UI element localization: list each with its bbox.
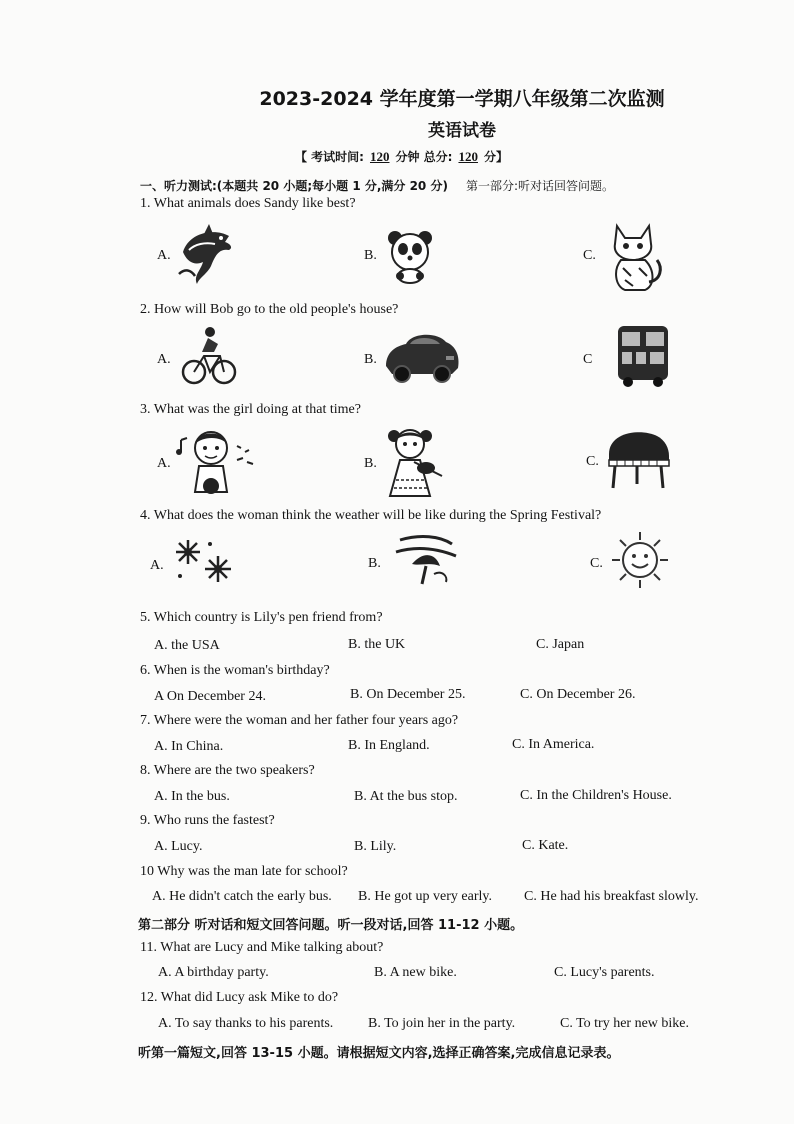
question-8-option-c: C. In the Children's House. (520, 788, 672, 803)
exam-meta (295, 148, 508, 165)
question-9-option-b: B. Lily. (354, 839, 397, 854)
question-9: 9. Who runs the fastest? (140, 813, 275, 828)
question-8-option-a: A. In the bus. (154, 789, 230, 804)
question-5-option-c: C. Japan (536, 637, 585, 652)
exam-title: 2023-2024 学年度第一学期八年级第二次监测 (259, 88, 665, 110)
question-10-option-c: C. He had his breakfast slowly. (524, 889, 699, 904)
question-6-option-c: C. On December 26. (520, 687, 636, 702)
part-2-instruction: 第二部分 听对话和短文回答问题。听一段对话,回答 11-12 小题。 (138, 918, 524, 933)
section-1-heading (140, 177, 614, 194)
score-value: 120 (458, 149, 478, 164)
question-7: 7. Where were the woman and her father four years ago? (140, 713, 459, 728)
question-7-option-c: C. In America. (512, 737, 595, 752)
question-10-option-b: B. He got up very early. (358, 889, 492, 904)
question-5-option-b: B. the UK (348, 637, 406, 652)
time-value: 120 (369, 149, 390, 164)
girl-violin-icon (382, 424, 446, 500)
question-12: 12. What did Lucy ask Mike to do? (140, 990, 339, 1005)
question-5-option-a: A. the USA (154, 638, 220, 653)
time-unit: 分钟 总分: (395, 150, 453, 164)
panda-icon (385, 228, 435, 284)
question-4: 4. What does the woman think the weather will be like during the Spring Festival? (140, 508, 602, 523)
question-8: 8. Where are the two speakers? (140, 763, 315, 778)
piano-icon (605, 426, 673, 490)
question-3: 3. What was the girl doing at that time? (140, 402, 361, 417)
section-1-title: 一、听力测试:(本题共 20 小题;每小题 1 分,满分 20 分) (140, 179, 448, 193)
bus-icon (614, 322, 672, 388)
question-11-option-a: A. A birthday party. (158, 965, 269, 980)
question-9-option-c: C. Kate. (522, 838, 569, 853)
sun-icon (608, 530, 672, 590)
exam-subtitle: 英语试卷 (428, 121, 496, 141)
option-label: B. (364, 456, 377, 471)
question-9-option-a: A. Lucy. (154, 839, 203, 854)
question-10: 10 Why was the man late for school? (140, 864, 348, 879)
cat-icon (603, 220, 669, 294)
question-10-option-a: A. He didn't catch the early bus. (152, 889, 332, 904)
question-7-option-a: A. In China. (154, 739, 224, 754)
question-12-option-b: B. To join her in the party. (368, 1016, 516, 1031)
option-label: C (583, 352, 593, 367)
option-label: A. (157, 352, 171, 367)
question-6: 6. When is the woman's birthday? (140, 663, 330, 678)
question-12-option-c: C. To try her new bike. (560, 1016, 690, 1031)
option-label: A. (157, 456, 171, 471)
wind-icon (390, 530, 460, 588)
meta-close: 分】 (483, 150, 508, 164)
question-6-option-a: A On December 24. (154, 689, 266, 704)
bicycle-icon (180, 326, 238, 388)
question-12-option-a: A. To say thanks to his parents. (158, 1016, 334, 1031)
meta-open: 【 考试时间: (295, 150, 364, 164)
question-11-option-c: C. Lucy's parents. (554, 965, 655, 980)
option-label: A. (157, 248, 171, 263)
question-7-option-b: B. In England. (348, 738, 430, 753)
girl-music-icon (175, 426, 259, 498)
question-11: 11. What are Lucy and Mike talking about? (140, 940, 384, 955)
option-label: A. (150, 558, 164, 573)
option-label: C. (583, 248, 596, 263)
snow-icon (170, 536, 236, 586)
question-8-option-b: B. At the bus stop. (354, 789, 458, 804)
option-label: C. (586, 454, 599, 469)
option-label: B. (368, 556, 381, 571)
dolphin-icon (175, 222, 237, 288)
car-icon (382, 326, 462, 388)
option-label: B. (364, 352, 377, 367)
question-1: 1. What animals does Sandy like best? (140, 196, 356, 211)
question-2: 2. How will Bob go to the old people's house? (140, 302, 399, 317)
option-label: C. (590, 556, 603, 571)
part-1-title: 第一部分:听对话回答问题。 (465, 179, 614, 193)
question-11-option-b: B. A new bike. (374, 965, 457, 980)
option-label: B. (364, 248, 377, 263)
question-6-option-b: B. On December 25. (350, 687, 466, 702)
question-5: 5. Which country is Lily's pen friend from? (140, 610, 383, 625)
part-3-instruction: 听第一篇短文,回答 13-15 小题。请根据短文内容,选择正确答案,完成信息记录表。 (138, 1046, 620, 1061)
